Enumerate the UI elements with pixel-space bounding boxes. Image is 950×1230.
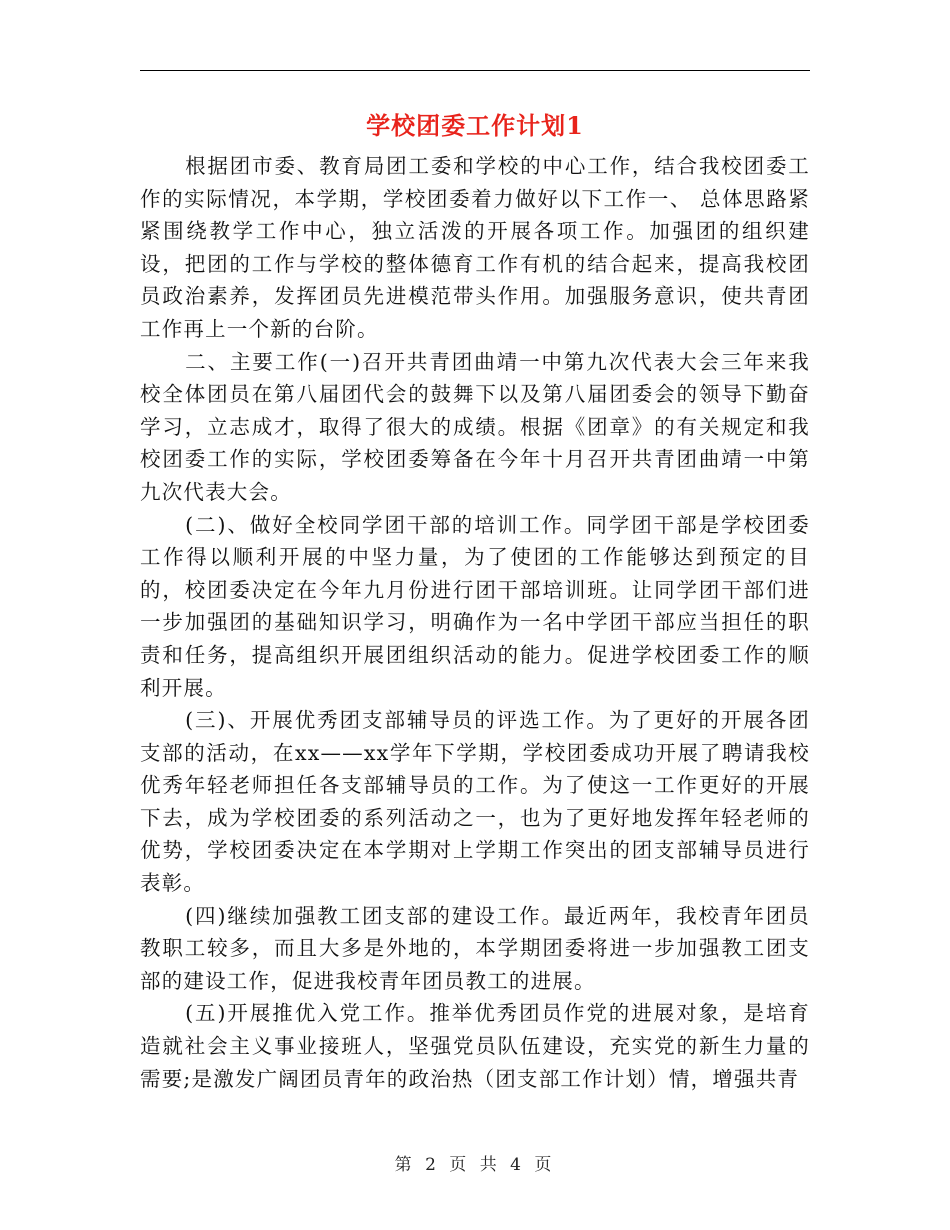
paragraph-5: (四)继续加强教工团支部的建设工作。最近两年，我校青年团员教职工较多，而且大多是外地的，本学期团委将进一步加强教工团支部的建设工作，促进我校青年团员教工的进展。 <box>140 903 810 993</box>
page-number-footer: 第 2 页 共 4 页 <box>394 1155 556 1175</box>
paragraph-1: 根据团市委、教育局团工委和学校的中心工作，结合我校团委工作的实际情况，本学期，学校团委着力做好以下工作一、 总体思路紧紧围绕教学工作中心，独立活泼的开展各项工作。加强团的组织建设，把团的工作与学校的整体德育工作有机的结合起来，提高我校团员政治素养，发挥团员先进模范带头作用。加强服务意识，使共青团工作再上一个新的台阶。 <box>140 154 810 341</box>
paragraph-3: (二)、做好全校同学团干部的培训工作。同学团干部是学校团委工作得以顺利开展的中坚力量，为了使团的工作能够达到预定的目的，校团委决定在今年九月份进行团干部培训班。让同学团干部们进一步加强团的基础知识学习，明确作为一名中学团干部应当担任的职责和任务，提高组织开展团组织活动的能力。促进学校团委工作的顺利开展。 <box>140 512 810 700</box>
paragraph-2: 二、主要工作(一)召开共青团曲靖一中第九次代表大会三年来我校全体团员在第八届团代会的鼓舞下以及第八届团委会的领导下勤奋学习，立志成才，取得了很大的成绩。根据《团章》的有关规定和我校团委工作的实际，学校团委筹备在今年十月召开共青团曲靖一中第九次代表大会。 <box>140 349 810 504</box>
paragraph-6: (五)开展推优入党工作。推举优秀团员作党的进展对象，是培育造就社会主义事业接班人，坚强党员队伍建设，充实党的新生力量的需要;是激发广阔团员青年的政治热（团支部工作计划）情，增强共青 <box>140 1001 810 1091</box>
document-body <box>140 150 810 1095</box>
document-title: 学校团委工作计划1 <box>366 111 584 140</box>
paragraph-4: (三)、开展优秀团支部辅导员的评选工作。为了更好的开展各团支部的活动，在xx——xx学年下学期，学校团委成功开展了聘请我校优秀年轻老师担任各支部辅导员的工作。为了使这一工作更好的开展下去，成为学校团委的系列活动之一，也为了更好地发挥年轻老师的优势，学校团委决定在本学期对上学期工作突出的团支部辅导员进行表彰。 <box>140 708 810 896</box>
header-rule <box>140 70 810 71</box>
